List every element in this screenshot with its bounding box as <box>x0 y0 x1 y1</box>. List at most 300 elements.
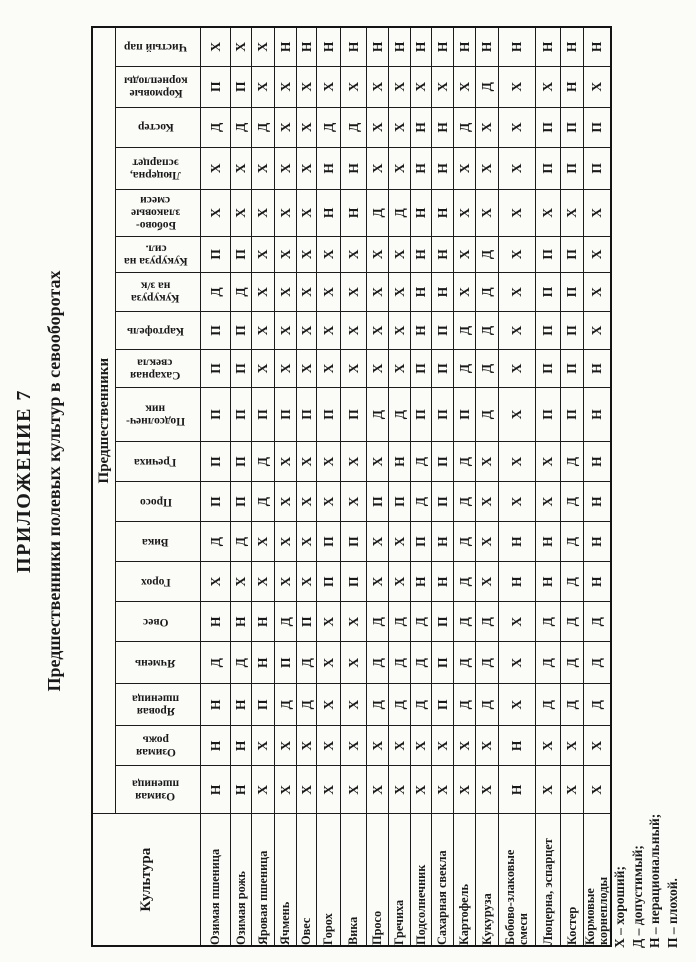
rating-cell: П <box>561 107 584 147</box>
legend-line: Д – допустимый; <box>629 845 645 948</box>
rating-cell: Х <box>275 522 297 562</box>
rating-cell: Д <box>561 602 584 642</box>
rating-cell: Х <box>499 442 536 482</box>
rating-cell: Х <box>275 349 297 387</box>
rating-cell: Х <box>297 562 317 602</box>
rating-cell: Н <box>561 27 584 66</box>
rating-cell: Х <box>252 349 275 387</box>
rating-cell: Х <box>454 726 476 766</box>
legend <box>611 814 681 948</box>
rating-cell: Н <box>432 107 454 147</box>
rating-cell: Х <box>584 189 611 236</box>
table-row <box>432 27 454 946</box>
rating-cell: Н <box>536 27 561 66</box>
rating-cell: Д <box>411 602 432 642</box>
corner-header-kultura: Культура <box>92 814 201 946</box>
rating-cell: Н <box>432 189 454 236</box>
rating-cell: Н <box>201 726 231 766</box>
rating-cell: Н <box>297 27 317 66</box>
rating-cell: Д <box>561 522 584 562</box>
rating-cell: Х <box>317 349 341 387</box>
rating-cell: Х <box>252 272 275 311</box>
rating-cell: Д <box>561 442 584 482</box>
rating-cell: Х <box>367 107 389 147</box>
table-row <box>341 27 367 946</box>
rating-cell: Д <box>389 189 411 236</box>
rating-cell: Х <box>317 602 341 642</box>
predecessor-header: Озимая рожь <box>116 726 201 766</box>
rating-cell: Н <box>584 482 611 522</box>
rating-cell: Х <box>499 147 536 189</box>
crop-row-label: Бобово-злаковые смеси <box>499 814 536 946</box>
rating-cell: Д <box>231 642 252 684</box>
table-row <box>252 27 275 946</box>
rating-cell: Х <box>536 726 561 766</box>
rating-cell: П <box>231 388 252 442</box>
rating-cell: Х <box>476 562 499 602</box>
rating-cell: Х <box>201 147 231 189</box>
rating-cell: П <box>432 684 454 726</box>
rating-cell: Х <box>367 562 389 602</box>
rating-cell: Н <box>411 311 432 349</box>
rating-cell: Х <box>275 107 297 147</box>
rating-cell: Д <box>367 602 389 642</box>
rating-cell: Д <box>297 642 317 684</box>
rating-cell: Д <box>536 684 561 726</box>
rating-cell: Х <box>584 766 611 814</box>
crop-row-label: Горох <box>317 814 341 946</box>
rating-cell: Н <box>317 147 341 189</box>
rating-cell: Х <box>499 236 536 272</box>
rating-cell: Х <box>231 27 252 66</box>
rating-cell: П <box>432 349 454 387</box>
rating-cell: Х <box>317 642 341 684</box>
rating-cell: Х <box>341 642 367 684</box>
rating-cell: Х <box>275 66 297 107</box>
rating-cell: Н <box>584 27 611 66</box>
appendix-title: ПРИЛОЖЕНИЕ 7 <box>13 389 35 573</box>
predecessor-header: Просо <box>116 482 201 522</box>
predecessor-header: Чистый пар <box>116 27 201 66</box>
rating-cell: Х <box>341 272 367 311</box>
rating-cell: Д <box>367 388 389 442</box>
rating-cell: Д <box>201 522 231 562</box>
rating-cell: Х <box>584 236 611 272</box>
rating-cell: Х <box>317 726 341 766</box>
rating-cell: Д <box>561 482 584 522</box>
rating-cell: Х <box>536 66 561 107</box>
rating-cell: Н <box>584 562 611 602</box>
rating-cell: Н <box>252 642 275 684</box>
rating-cell: Х <box>476 766 499 814</box>
rating-cell: Х <box>367 349 389 387</box>
rating-cell: Д <box>201 272 231 311</box>
crop-row-label: Озимая пшеница <box>201 814 231 946</box>
rating-cell: Д <box>341 107 367 147</box>
rating-cell: Н <box>411 236 432 272</box>
rating-cell: Н <box>341 189 367 236</box>
predecessor-header: Кукуруза на сил. <box>116 236 201 272</box>
rating-cell: Х <box>499 482 536 522</box>
rating-cell: Х <box>252 311 275 349</box>
rating-cell: П <box>201 388 231 442</box>
rating-cell: Д <box>454 349 476 387</box>
rating-cell: Н <box>432 27 454 66</box>
rating-cell: Х <box>411 726 432 766</box>
rating-cell: Х <box>454 66 476 107</box>
crop-row-label: Кормовые корнеплоды <box>584 814 611 946</box>
rating-cell: Х <box>341 66 367 107</box>
rating-cell: Х <box>389 66 411 107</box>
rating-cell: П <box>231 236 252 272</box>
rating-cell: Х <box>341 726 367 766</box>
rating-cell: П <box>297 388 317 442</box>
rating-cell: Х <box>252 27 275 66</box>
rating-cell: Х <box>201 562 231 602</box>
rating-cell: Н <box>584 522 611 562</box>
rating-cell: П <box>411 388 432 442</box>
rating-cell: П <box>201 349 231 387</box>
rating-cell: П <box>231 66 252 107</box>
rating-cell: Х <box>389 272 411 311</box>
rating-cell: Х <box>341 602 367 642</box>
rating-cell: Х <box>341 442 367 482</box>
rating-cell: Х <box>476 147 499 189</box>
rating-cell: Х <box>499 642 536 684</box>
rating-cell: Х <box>231 147 252 189</box>
rating-cell: Х <box>275 442 297 482</box>
rating-cell: Д <box>252 442 275 482</box>
rating-cell: Н <box>201 602 231 642</box>
rating-cell: Х <box>341 684 367 726</box>
rating-cell: Х <box>454 147 476 189</box>
rating-cell: Д <box>411 642 432 684</box>
rating-cell: П <box>341 562 367 602</box>
rating-cell: П <box>432 388 454 442</box>
rating-cell: Д <box>584 684 611 726</box>
rating-cell: Н <box>432 236 454 272</box>
rating-cell: П <box>201 236 231 272</box>
table-row <box>231 27 252 946</box>
rating-cell: П <box>201 442 231 482</box>
rating-cell: Д <box>389 642 411 684</box>
rating-cell: Д <box>367 684 389 726</box>
rating-cell: П <box>561 236 584 272</box>
rating-cell: Х <box>454 236 476 272</box>
predecessor-header: Кукуруза на з/к <box>116 272 201 311</box>
rating-cell: Н <box>432 562 454 602</box>
rating-cell: Х <box>454 272 476 311</box>
crop-row-label: Просо <box>367 814 389 946</box>
rating-cell: Х <box>432 766 454 814</box>
rating-cell: Х <box>454 189 476 236</box>
rating-cell: Х <box>389 562 411 602</box>
rating-cell: Х <box>367 147 389 189</box>
predecessors-table <box>91 26 612 947</box>
rating-cell: П <box>561 311 584 349</box>
predecessor-header: Гречиха <box>116 442 201 482</box>
rating-cell: Н <box>454 27 476 66</box>
rating-cell: Х <box>499 684 536 726</box>
rating-cell: П <box>561 272 584 311</box>
rating-cell: Д <box>389 684 411 726</box>
rating-cell: Х <box>499 107 536 147</box>
rating-cell: П <box>454 388 476 442</box>
rating-cell: Д <box>454 482 476 522</box>
rating-cell: П <box>584 147 611 189</box>
rating-cell: П <box>432 442 454 482</box>
rating-cell: П <box>432 602 454 642</box>
rating-cell: Н <box>432 522 454 562</box>
table-row <box>476 27 499 946</box>
rating-cell: П <box>297 602 317 642</box>
rating-cell: Д <box>454 311 476 349</box>
rating-cell: Х <box>476 482 499 522</box>
rating-cell: Х <box>252 66 275 107</box>
rating-cell: П <box>275 642 297 684</box>
rating-cell: Х <box>367 66 389 107</box>
rating-cell: Х <box>389 147 411 189</box>
rating-cell: Х <box>297 107 317 147</box>
rating-cell: Н <box>411 147 432 189</box>
rating-cell: Х <box>561 726 584 766</box>
rating-cell: Х <box>252 766 275 814</box>
rating-cell: П <box>201 482 231 522</box>
rating-cell: Д <box>454 684 476 726</box>
predecessor-header: Подсолнеч- ник <box>116 388 201 442</box>
rating-cell: Х <box>536 442 561 482</box>
rating-cell: Х <box>536 189 561 236</box>
rating-cell: П <box>252 388 275 442</box>
rating-cell: Н <box>411 562 432 602</box>
rating-cell: Х <box>367 272 389 311</box>
rating-cell: Х <box>389 107 411 147</box>
rating-cell: Д <box>536 602 561 642</box>
rating-cell: Х <box>317 66 341 107</box>
rating-cell: Х <box>297 311 317 349</box>
rating-cell: Х <box>275 236 297 272</box>
rating-cell: Д <box>389 602 411 642</box>
rating-cell: Н <box>499 726 536 766</box>
rating-cell: Х <box>411 766 432 814</box>
rating-cell: Д <box>476 349 499 387</box>
rating-cell: Х <box>389 349 411 387</box>
crop-row-label: Озимая рожь <box>231 814 252 946</box>
rating-cell: Д <box>476 684 499 726</box>
rating-cell: Х <box>297 766 317 814</box>
rating-cell: Х <box>476 442 499 482</box>
rating-cell: Х <box>536 482 561 522</box>
rating-cell: Х <box>275 311 297 349</box>
rating-cell: П <box>536 272 561 311</box>
rating-cell: П <box>201 66 231 107</box>
rating-cell: Х <box>476 189 499 236</box>
rating-cell: Х <box>389 766 411 814</box>
predecessor-header: Люцерна, эспарцет <box>116 147 201 189</box>
rating-cell: Д <box>561 684 584 726</box>
rating-cell: Х <box>411 66 432 107</box>
rating-cell: Х <box>454 766 476 814</box>
rating-cell: Д <box>252 107 275 147</box>
rating-cell: Х <box>297 522 317 562</box>
rating-cell: Х <box>275 147 297 189</box>
rating-cell: П <box>317 562 341 602</box>
rating-cell: Д <box>367 189 389 236</box>
rating-cell: Х <box>231 562 252 602</box>
rating-cell: Н <box>389 442 411 482</box>
group-header-predecessors: Предшественники <box>92 27 116 814</box>
rating-cell: Н <box>231 766 252 814</box>
rating-cell: Д <box>411 684 432 726</box>
crop-row-label: Яровая пшеница <box>252 814 275 946</box>
rating-cell: Д <box>411 482 432 522</box>
rating-cell: П <box>411 522 432 562</box>
rating-cell: П <box>561 388 584 442</box>
rating-cell: Н <box>499 522 536 562</box>
crop-row-label: Подсолнечник <box>411 814 432 946</box>
rating-cell: Д <box>476 388 499 442</box>
rating-cell: П <box>317 388 341 442</box>
rating-cell: Д <box>476 66 499 107</box>
rating-cell: Х <box>201 189 231 236</box>
rating-cell: Д <box>476 602 499 642</box>
rating-cell: Х <box>389 311 411 349</box>
rating-cell: Х <box>476 522 499 562</box>
rating-cell: Х <box>252 562 275 602</box>
rating-cell: Х <box>252 522 275 562</box>
table-row <box>297 27 317 946</box>
rating-cell: Х <box>561 189 584 236</box>
rating-cell: Н <box>536 522 561 562</box>
rating-cell: Х <box>275 726 297 766</box>
rating-cell: Д <box>231 107 252 147</box>
rating-cell: Х <box>499 388 536 442</box>
rating-cell: Н <box>411 27 432 66</box>
rating-cell: П <box>584 107 611 147</box>
crop-row-label: Ячмень <box>275 814 297 946</box>
rating-cell: Х <box>297 189 317 236</box>
legend-line: Н – нерациональный; <box>647 813 662 948</box>
table-row <box>584 27 611 946</box>
rating-cell: Н <box>341 27 367 66</box>
rating-cell: Д <box>476 272 499 311</box>
rating-cell: Х <box>297 66 317 107</box>
rating-cell: Н <box>367 27 389 66</box>
rating-cell: Х <box>275 562 297 602</box>
rating-cell: Х <box>297 482 317 522</box>
rating-cell: Н <box>584 388 611 442</box>
rating-cell: П <box>432 642 454 684</box>
predecessor-header: Яровая пшеница <box>116 684 201 726</box>
rating-cell: Х <box>297 147 317 189</box>
rating-cell: П <box>275 388 297 442</box>
rating-cell: Н <box>201 766 231 814</box>
rating-cell: Х <box>389 236 411 272</box>
rating-cell: Д <box>317 107 341 147</box>
rating-cell: Х <box>432 726 454 766</box>
rating-cell: П <box>252 684 275 726</box>
rating-cell: Н <box>432 147 454 189</box>
rating-cell: Н <box>231 602 252 642</box>
rating-cell: Д <box>454 602 476 642</box>
legend-line: Х – хороший; <box>612 866 627 948</box>
rating-cell: Х <box>341 766 367 814</box>
table-row <box>454 27 476 946</box>
rating-cell: Х <box>231 189 252 236</box>
rating-cell: Д <box>584 602 611 642</box>
rating-cell: Д <box>297 684 317 726</box>
rating-cell: Д <box>454 442 476 482</box>
rating-cell: Х <box>367 442 389 482</box>
rating-cell: Х <box>275 766 297 814</box>
predecessor-header: Озимая пшеница <box>116 766 201 814</box>
rating-cell: Х <box>317 684 341 726</box>
rating-cell: П <box>231 482 252 522</box>
rating-cell: Х <box>317 766 341 814</box>
rating-cell: Х <box>341 482 367 522</box>
table-row <box>389 27 411 946</box>
rating-cell: П <box>389 482 411 522</box>
rating-cell: Х <box>536 766 561 814</box>
rating-cell: Н <box>275 27 297 66</box>
rating-cell: Н <box>317 189 341 236</box>
rating-cell: Н <box>317 27 341 66</box>
rating-cell: П <box>536 388 561 442</box>
rating-cell: Х <box>317 482 341 522</box>
rating-cell: Д <box>454 562 476 602</box>
rating-cell: Х <box>252 726 275 766</box>
table-row <box>499 27 536 946</box>
rating-cell: Х <box>367 726 389 766</box>
rating-cell: Н <box>432 272 454 311</box>
rating-cell: Д <box>411 442 432 482</box>
rating-cell: П <box>201 311 231 349</box>
rating-cell: Х <box>499 272 536 311</box>
rating-cell: Х <box>252 236 275 272</box>
crop-row-label: Картофель <box>454 814 476 946</box>
rating-cell: Д <box>275 684 297 726</box>
rating-cell: П <box>432 311 454 349</box>
rating-cell: Д <box>275 602 297 642</box>
rating-cell: Х <box>499 311 536 349</box>
rating-cell: Х <box>367 522 389 562</box>
predecessor-header: Горох <box>116 562 201 602</box>
rating-cell: П <box>561 147 584 189</box>
rating-cell: Д <box>231 522 252 562</box>
rating-cell: Х <box>499 66 536 107</box>
crop-row-label: Костер <box>561 814 584 946</box>
rating-cell: Н <box>561 66 584 107</box>
rating-cell: Д <box>476 311 499 349</box>
rating-cell: Х <box>499 189 536 236</box>
rating-cell: Н <box>201 684 231 726</box>
rating-cell: Х <box>432 66 454 107</box>
crop-row-label: Сахарная свекла <box>432 814 454 946</box>
rating-cell: Н <box>341 147 367 189</box>
rating-cell: Х <box>476 726 499 766</box>
rating-cell: Д <box>252 482 275 522</box>
rating-cell: Д <box>389 388 411 442</box>
rating-cell: Н <box>499 27 536 66</box>
rating-cell: Д <box>201 642 231 684</box>
rating-cell: Х <box>297 236 317 272</box>
rating-cell: Д <box>561 642 584 684</box>
rating-cell: Х <box>317 236 341 272</box>
rating-cell: Х <box>499 602 536 642</box>
rating-cell: Н <box>411 107 432 147</box>
rating-cell: Х <box>341 311 367 349</box>
rating-cell: Д <box>454 642 476 684</box>
